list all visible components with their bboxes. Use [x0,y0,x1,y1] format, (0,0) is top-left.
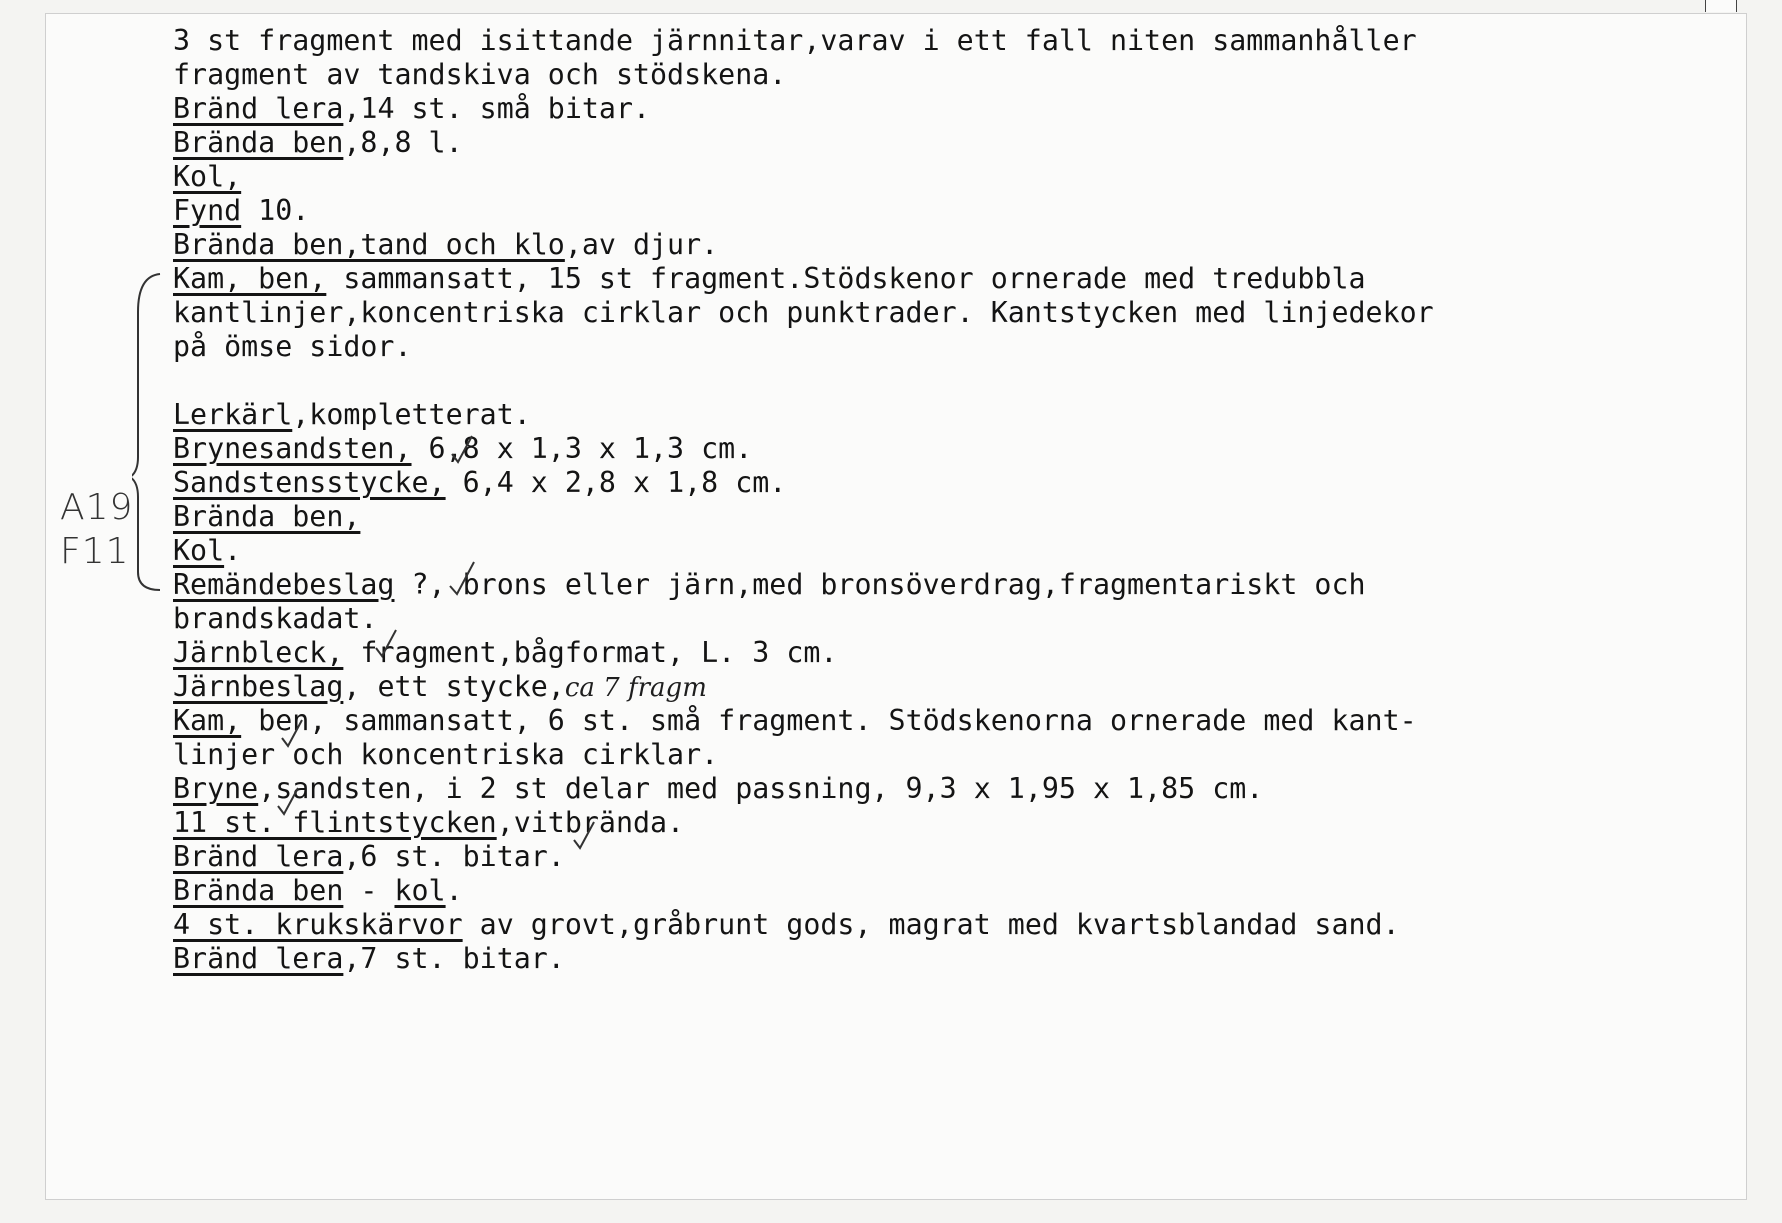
text-segment: - [343,874,395,907]
text-line [173,398,1434,432]
text-segment: ,14 st. små bitar. [343,92,651,125]
text-line [173,670,1434,704]
check-mark-icon [572,820,598,850]
text-segment: kantlinjer,koncentriska cirklar och punktrader. Kantstycken med linjedekor [173,296,1434,329]
text-segment: på ömse sidor. [173,330,412,363]
check-mark-icon [276,786,302,816]
text-segment: ,7 st. bitar. [343,942,565,975]
text-segment: 10. [241,194,310,227]
underlined-term: Kol, [173,160,242,193]
text-line [173,262,1434,296]
text-line [173,160,1434,194]
text-segment: ben, sammansatt, 6 st. små fragment. Stödskenorna ornerade med kant- [241,704,1417,737]
text-line [173,738,1434,772]
underlined-term: Brända ben [173,874,344,907]
underlined-term: 4 st. krukskärvor [173,908,463,941]
margin-note [60,486,133,574]
text-segment: ?, brons eller järn,med bronsöverdrag,fragmentariskt och [394,568,1366,601]
text-segment: , ett stycke, [343,670,565,703]
text-segment: 6,4 x 2,8 x 1,8 cm. [445,466,787,499]
underlined-term: Sandstensstycke, [173,466,446,499]
text-line [173,194,1434,228]
text-line [173,942,1434,976]
text-line [173,806,1434,840]
text-line [173,874,1434,908]
text-segment: ,sandsten, i 2 st delar med passning, 9,3 x 1,95 x 1,85 cm. [258,772,1264,805]
text-line [173,92,1434,126]
text-segment: ,vitbrända. [496,806,685,839]
underlined-term: Bryne [173,772,259,805]
underlined-term: Järnbleck, [173,636,344,669]
underlined-term: Bränd lera [173,840,344,873]
text-segment: brandskadat. [173,602,378,635]
margin-note-line1: A19 [60,487,134,528]
check-mark-icon [374,628,400,658]
text-line [173,772,1434,806]
text-segment: fragment av tandskiva och stödskena. [173,58,787,91]
text-line [173,840,1434,874]
text-line [173,636,1434,670]
text-line [173,602,1434,636]
underlined-term: Järnbeslag [173,670,344,703]
text-line [173,24,1434,58]
underlined-term: Kam, [173,704,242,737]
underlined-term: Brända ben [173,126,344,159]
text-line [173,432,1434,466]
text-line [173,228,1434,262]
bracket-mark [132,272,162,594]
text-segment: av grovt,gråbrunt gods, magrat med kvartsblandad sand. [462,908,1400,941]
text-segment: ,kompletterat. [292,398,531,431]
text-segment: linjer och koncentriska cirklar. [173,738,719,771]
text-segment: 3 st fragment med isittande järnnitar,varav i ett fall niten sammanhåller [173,24,1417,57]
check-mark-icon [448,560,478,596]
text-line [173,126,1434,160]
underlined-term: Bränd lera [173,942,344,975]
underlined-term: Bränd lera [173,92,344,125]
text-line [173,704,1434,738]
underlined-term: 11 st. flintstycken [173,806,497,839]
text-line [173,466,1434,500]
underlined-term: Fynd [173,194,242,227]
text-segment: fragment,bågformat, L. 3 cm. [343,636,838,669]
text-line [173,364,1434,398]
underlined-term: Remändebeslag [173,568,395,601]
underlined-term: Brynesandsten, [173,432,412,465]
text-segment: sammansatt, 15 st fragment.Stödskenor ornerade med tredubbla [326,262,1366,295]
handwritten-note: ca 7 fragm [564,673,707,703]
typed-text-block [173,24,1434,976]
text-segment: . [445,874,463,907]
margin-note-line2: F11 [60,531,130,572]
text-line [173,58,1434,92]
text-line [173,500,1434,534]
check-mark-icon [280,718,306,748]
text-line [173,296,1434,330]
underlined-term: Kam, ben, [173,262,327,295]
text-segment: ,6 st. bitar. [343,840,565,873]
text-line [173,908,1434,942]
underlined-term: Lerkärl [173,398,293,431]
text-line [173,330,1434,364]
text-segment: ,av djur. [564,228,719,261]
text-line [173,568,1434,602]
text-segment: 6,8 x 1,3 x 1,3 cm. [411,432,753,465]
text-segment: . [224,534,242,567]
underlined-term: kol [394,874,446,907]
underlined-term: Brända ben,tand och klo [173,228,565,261]
card-tab [1705,0,1737,12]
underlined-term: Brända ben, [173,500,361,533]
underlined-term: Kol [173,534,225,567]
text-line [173,534,1434,568]
check-mark-icon [450,434,476,464]
text-segment: ,8,8 l. [343,126,463,159]
